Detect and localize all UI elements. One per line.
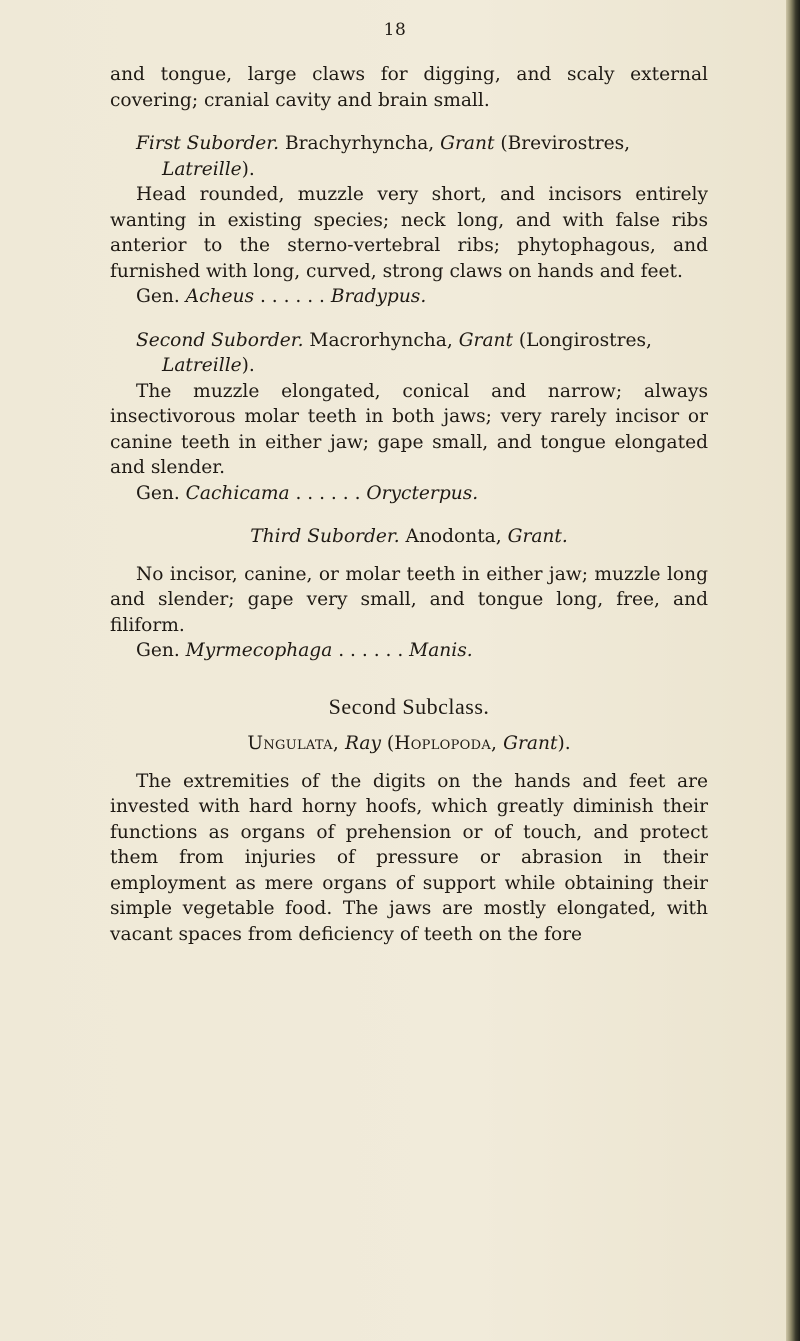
subclass-description: The extremities of the digits on the hands and feet are invested with hard horny hoofs, which greatly diminish their functions as organs of prehension or of touch, and protect them from injuries of pressure or abrasion in their employment as mere organs of support while obtaining their simple vegetable food. The jaws are mostly elongated, with vacant spaces from deficiency of teeth on the fore bbox=[110, 770, 708, 945]
subclass-heading bbox=[110, 731, 708, 757]
first-suborder-name: Brachyrhyncha, bbox=[284, 133, 435, 154]
genus-prefix: Gen. bbox=[136, 286, 180, 307]
second-suborder-authority: Latreille bbox=[162, 355, 242, 376]
first-suborder-paren: (Brevirostres, bbox=[500, 133, 631, 154]
genus-alt-name: Orycterpus. bbox=[366, 482, 479, 504]
page-number: 18 bbox=[383, 20, 407, 40]
intro-paragraph: and tongue, large claws for digging, and scaly external covering; cranial cavity and brain small. bbox=[110, 64, 708, 111]
subclass-author: Ray bbox=[344, 733, 381, 754]
subclass-alt-author: Grant bbox=[503, 733, 558, 754]
second-suborder-paren: (Longirostres, bbox=[518, 329, 652, 351]
second-suborder-heading bbox=[110, 328, 708, 379]
genus-prefix: Gen. bbox=[136, 640, 180, 661]
genus-name: Cachicama bbox=[185, 482, 290, 504]
subclass-title: Second Subclass. bbox=[328, 693, 490, 719]
first-suborder-label: First Suborder. bbox=[136, 133, 280, 154]
first-suborder-genus bbox=[110, 284, 708, 310]
genus-alt-name: Manis. bbox=[409, 640, 473, 661]
genus-name: Myrmecophaga bbox=[185, 640, 333, 661]
first-suborder-description: Head rounded, muzzle very short, and incisors entirely wanting in existing species; neck long, and with false ribs anterior to the sterno-vertebral ribs; phytophagous, and furnished with long, curved, strong claws on hands and feet. bbox=[110, 184, 708, 282]
first-suborder-author: Grant bbox=[440, 133, 495, 154]
genus-dots: . . . . . . bbox=[338, 640, 404, 661]
genus-alt-name: Bradypus. bbox=[330, 286, 427, 307]
subclass-paren-open: ( bbox=[386, 733, 395, 754]
second-suborder-paren-close: ). bbox=[241, 355, 255, 376]
second-suborder-name: Macrorhyncha, bbox=[309, 329, 453, 351]
genus-prefix: Gen. bbox=[136, 482, 180, 504]
third-suborder-description: No incisor, canine, or molar teeth in either jaw; muzzle long and slender; gape very small, and tongue long, free, and filiform. bbox=[110, 563, 708, 636]
second-suborder-label: Second Suborder. bbox=[136, 329, 304, 351]
subclass-alt-name: Hoplopoda, bbox=[394, 733, 498, 754]
first-suborder-authority: Latreille bbox=[162, 158, 242, 180]
genus-name: Acheus bbox=[185, 286, 255, 307]
first-suborder-heading bbox=[110, 131, 708, 182]
third-suborder-heading bbox=[110, 524, 708, 550]
second-suborder-author: Grant bbox=[458, 329, 513, 351]
third-suborder-name: Anodonta, bbox=[405, 526, 502, 547]
page-body bbox=[110, 62, 708, 947]
third-suborder-author: Grant. bbox=[507, 526, 568, 547]
second-suborder-description: The muzzle elongated, conical and narrow; always insectivorous molar teeth in both jaws; very rarely incisor or canine teeth in either jaw; gape small, and tongue elongated and slender. bbox=[110, 380, 708, 478]
genus-dots: . . . . . . bbox=[295, 482, 361, 504]
book-spine-edge bbox=[786, 0, 800, 1341]
first-suborder-paren-close: ). bbox=[241, 158, 255, 180]
subclass-name: Ungulata, bbox=[247, 733, 340, 754]
second-suborder-genus bbox=[110, 481, 708, 507]
third-suborder-genus bbox=[110, 638, 708, 664]
third-suborder-label: Third Suborder. bbox=[250, 526, 400, 547]
genus-dots: . . . . . . bbox=[259, 286, 325, 307]
subclass-paren-close: ). bbox=[557, 733, 571, 754]
